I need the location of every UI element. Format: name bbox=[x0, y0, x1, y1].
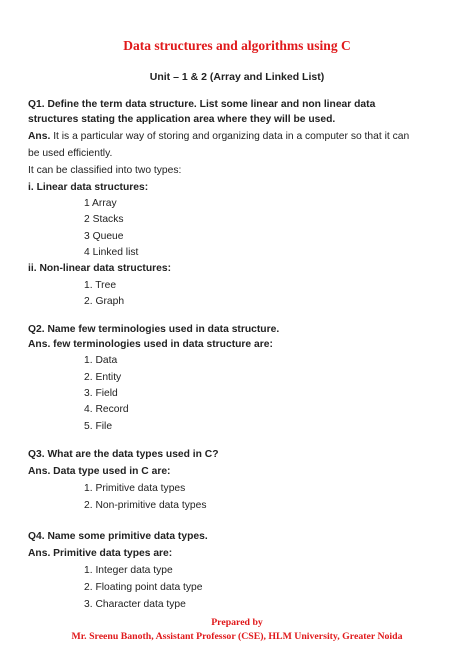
list-item: 2. Graph bbox=[84, 296, 125, 307]
list-item: 1 Array bbox=[84, 198, 117, 209]
q1-question-line1: Q1. Define the term data structure. List some linear and non linear data bbox=[28, 99, 376, 110]
linear-heading: i. Linear data structures: bbox=[28, 182, 149, 193]
list-item: 2. Non-primitive data types bbox=[84, 500, 207, 511]
q1-classified: It can be classified into two types: bbox=[28, 165, 182, 176]
list-item: 3. Field bbox=[84, 388, 118, 399]
list-item: 1. Integer data type bbox=[84, 565, 173, 576]
footer-author: Mr. Sreenu Banoth, Assistant Professor (CSE), HLM University, Greater Noida bbox=[71, 631, 403, 642]
q3-answer: Ans. Data type used in C are: bbox=[28, 466, 171, 477]
list-item: 1. Primitive data types bbox=[84, 483, 186, 494]
list-item: 4. Record bbox=[84, 404, 129, 415]
q1-answer-line1 bbox=[28, 130, 409, 144]
q1-answer-line2: be used efficiently. bbox=[28, 148, 113, 159]
q1-question-line2: structures stating the application area where they will be used. bbox=[28, 114, 336, 125]
document-title: Data structures and algorithms using C bbox=[123, 38, 351, 53]
q4-answer: Ans. Primitive data types are: bbox=[28, 548, 173, 559]
list-item: 5. File bbox=[84, 421, 113, 432]
q3-question: Q3. What are the data types used in C? bbox=[28, 449, 219, 460]
list-item: 2. Floating point data type bbox=[84, 582, 203, 593]
list-item: 3 Queue bbox=[84, 231, 124, 242]
unit-heading: Unit – 1 & 2 (Array and Linked List) bbox=[149, 71, 325, 83]
q2-question: Q2. Name few terminologies used in data structure. bbox=[28, 324, 280, 335]
list-item: 1. Data bbox=[84, 355, 118, 366]
list-item: 2 Stacks bbox=[84, 214, 124, 225]
q1-ans-text: It is a particular way of storing and organizing data in a computer so that it can bbox=[50, 131, 410, 142]
footer-prepared-by: Prepared by bbox=[211, 617, 263, 628]
list-item: 1. Tree bbox=[84, 280, 117, 291]
list-item: 4 Linked list bbox=[84, 247, 139, 258]
nonlinear-heading: ii. Non-linear data structures: bbox=[28, 263, 172, 274]
q4-question: Q4. Name some primitive data types. bbox=[28, 531, 208, 542]
list-item: 2. Entity bbox=[84, 372, 122, 383]
list-item: 3. Character data type bbox=[84, 599, 186, 610]
q2-answer: Ans. few terminologies used in data structure are: bbox=[28, 339, 273, 350]
q1-ans-label: Ans. bbox=[28, 131, 51, 142]
